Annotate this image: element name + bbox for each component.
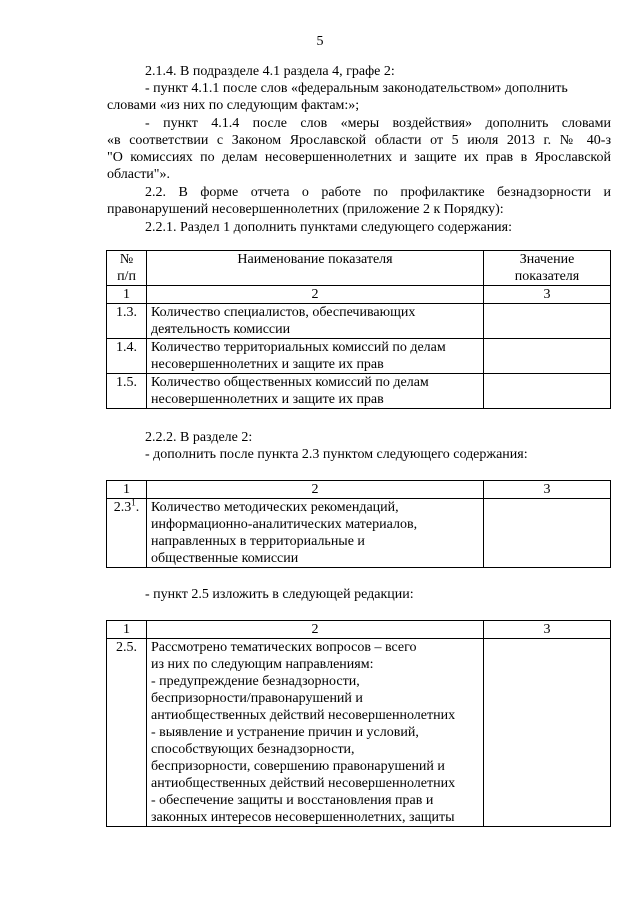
indicators-table-row-2-5 <box>106 620 611 827</box>
row-number: 1.5. <box>107 374 147 409</box>
text-line: Количество методических рекомендаций, <box>151 500 399 515</box>
text-line: несовершеннолетних и защите их прав <box>151 392 384 407</box>
header-name-label: Наименование показателя <box>237 252 393 267</box>
column-number: 1 <box>107 621 147 639</box>
section-2-2-2 <box>107 429 611 463</box>
row-number: 1.3. <box>107 304 147 339</box>
header-value-label: показателя <box>514 269 580 284</box>
section-2-5-intro <box>107 586 611 603</box>
row-indicator-name <box>147 639 484 827</box>
header-number-label: № <box>119 252 134 267</box>
row-number: 2.5. <box>107 639 147 827</box>
table-row <box>107 374 611 409</box>
text-line: Количество специалистов, обеспечивающих <box>151 305 416 320</box>
table-row <box>107 499 611 568</box>
column-number: 3 <box>484 481 611 499</box>
indicators-table-row-2-3-1 <box>106 480 611 568</box>
column-number: 2 <box>147 481 484 499</box>
page-number: 5 <box>316 34 324 49</box>
row-number <box>107 499 147 568</box>
text-line: законных интересов несовершеннолетних, защиты <box>151 810 455 825</box>
text-line: 2.1.4. В подразделе 4.1 раздела 4, графе 2: <box>145 64 395 79</box>
row-indicator-name <box>147 374 484 409</box>
header-value-label: Значение <box>519 252 575 267</box>
text-line: общественные комиссии <box>151 551 299 566</box>
text-line: «в соответствии с Законом Ярославской области от 5 июля 2013 г. № 40-з <box>107 132 611 148</box>
table-row <box>107 339 611 374</box>
text-line: - пункт 4.1.4 после слов «меры воздействия» дополнить словами <box>145 115 611 131</box>
column-number-row <box>107 621 611 639</box>
header-name-cell <box>147 251 484 286</box>
row-value-cell <box>484 499 611 568</box>
column-number: 1 <box>107 481 147 499</box>
text-line: беспризорности/правонарушений и <box>151 691 363 706</box>
text-line: 2.2. В форме отчета о работе по профилактике безнадзорности и <box>145 185 611 200</box>
text-line: - выявление и устранение причин и условий, <box>151 725 419 740</box>
text-line: - предупреждение безнадзорности, <box>151 674 360 689</box>
row-number-superscript: 1 <box>131 497 136 508</box>
text-line: Рассмотрено тематических вопросов – всего <box>151 640 417 655</box>
header-number-label: п/п <box>117 269 136 284</box>
table-row <box>107 304 611 339</box>
column-number: 1 <box>107 286 147 304</box>
column-number: 2 <box>147 621 484 639</box>
row-number-text: 2.3 <box>113 500 132 515</box>
row-indicator-name <box>147 339 484 374</box>
text-line: антиобщественных действий несовершеннолетних <box>151 776 456 791</box>
column-number: 3 <box>484 621 611 639</box>
text-line: "О комиссиях по делам несовершеннолетних и защите их прав в Ярославской <box>107 150 611 166</box>
section-2-2-1 <box>107 219 611 236</box>
text-line: направленных в территориальные и <box>151 534 365 549</box>
text-line: - обеспечение защиты и восстановления прав и <box>151 793 434 808</box>
column-number: 2 <box>147 286 484 304</box>
text-line: - дополнить после пункта 2.3 пунктом следующего содержания: <box>145 447 528 463</box>
header-number-cell <box>107 251 147 286</box>
text-line: информационно-аналитических материалов, <box>151 517 418 532</box>
text-line: деятельность комиссии <box>151 322 291 337</box>
row-value-cell <box>484 304 611 339</box>
text-line: Количество территориальных комиссий по делам <box>151 340 446 355</box>
section-2-2 <box>107 184 611 218</box>
column-number-row <box>107 481 611 499</box>
column-number-row <box>107 286 611 304</box>
table-header-row <box>107 251 611 286</box>
text-line: из них по следующим направлениям: <box>151 657 374 672</box>
table-row <box>107 639 611 827</box>
header-value-cell <box>484 251 611 286</box>
indicators-table-section-1 <box>106 250 611 409</box>
text-line: Количество общественных комиссий по делам <box>151 375 429 390</box>
text-line: беспризорности, совершению правонарушений и <box>151 759 445 774</box>
row-value-cell <box>484 374 611 409</box>
column-number: 3 <box>484 286 611 304</box>
row-value-cell <box>484 639 611 827</box>
text-line: - пункт 4.1.1 после слов «федеральным законодательством» дополнить <box>145 81 568 97</box>
text-line: - пункт 2.5 изложить в следующей редакции: <box>145 587 414 602</box>
row-indicator-name <box>147 499 484 568</box>
section-2-1-4 <box>107 63 611 183</box>
text-line: способствующих безнадзорности, <box>151 742 355 757</box>
text-line: словами «из них по следующим фактам:»; <box>107 98 360 114</box>
row-number-dot: . <box>135 500 140 515</box>
row-number: 1.4. <box>107 339 147 374</box>
text-line: 2.2.2. В разделе 2: <box>145 430 253 445</box>
text-line: несовершеннолетних и защите их прав <box>151 357 384 372</box>
text-line: правонарушений несовершеннолетних (приложение 2 к Порядку): <box>107 202 504 218</box>
text-line: области"». <box>107 167 171 183</box>
row-indicator-name <box>147 304 484 339</box>
text-line: 2.2.1. Раздел 1 дополнить пунктами следующего содержания: <box>145 220 513 235</box>
row-value-cell <box>484 339 611 374</box>
text-line: антиобщественных действий несовершеннолетних <box>151 708 456 723</box>
